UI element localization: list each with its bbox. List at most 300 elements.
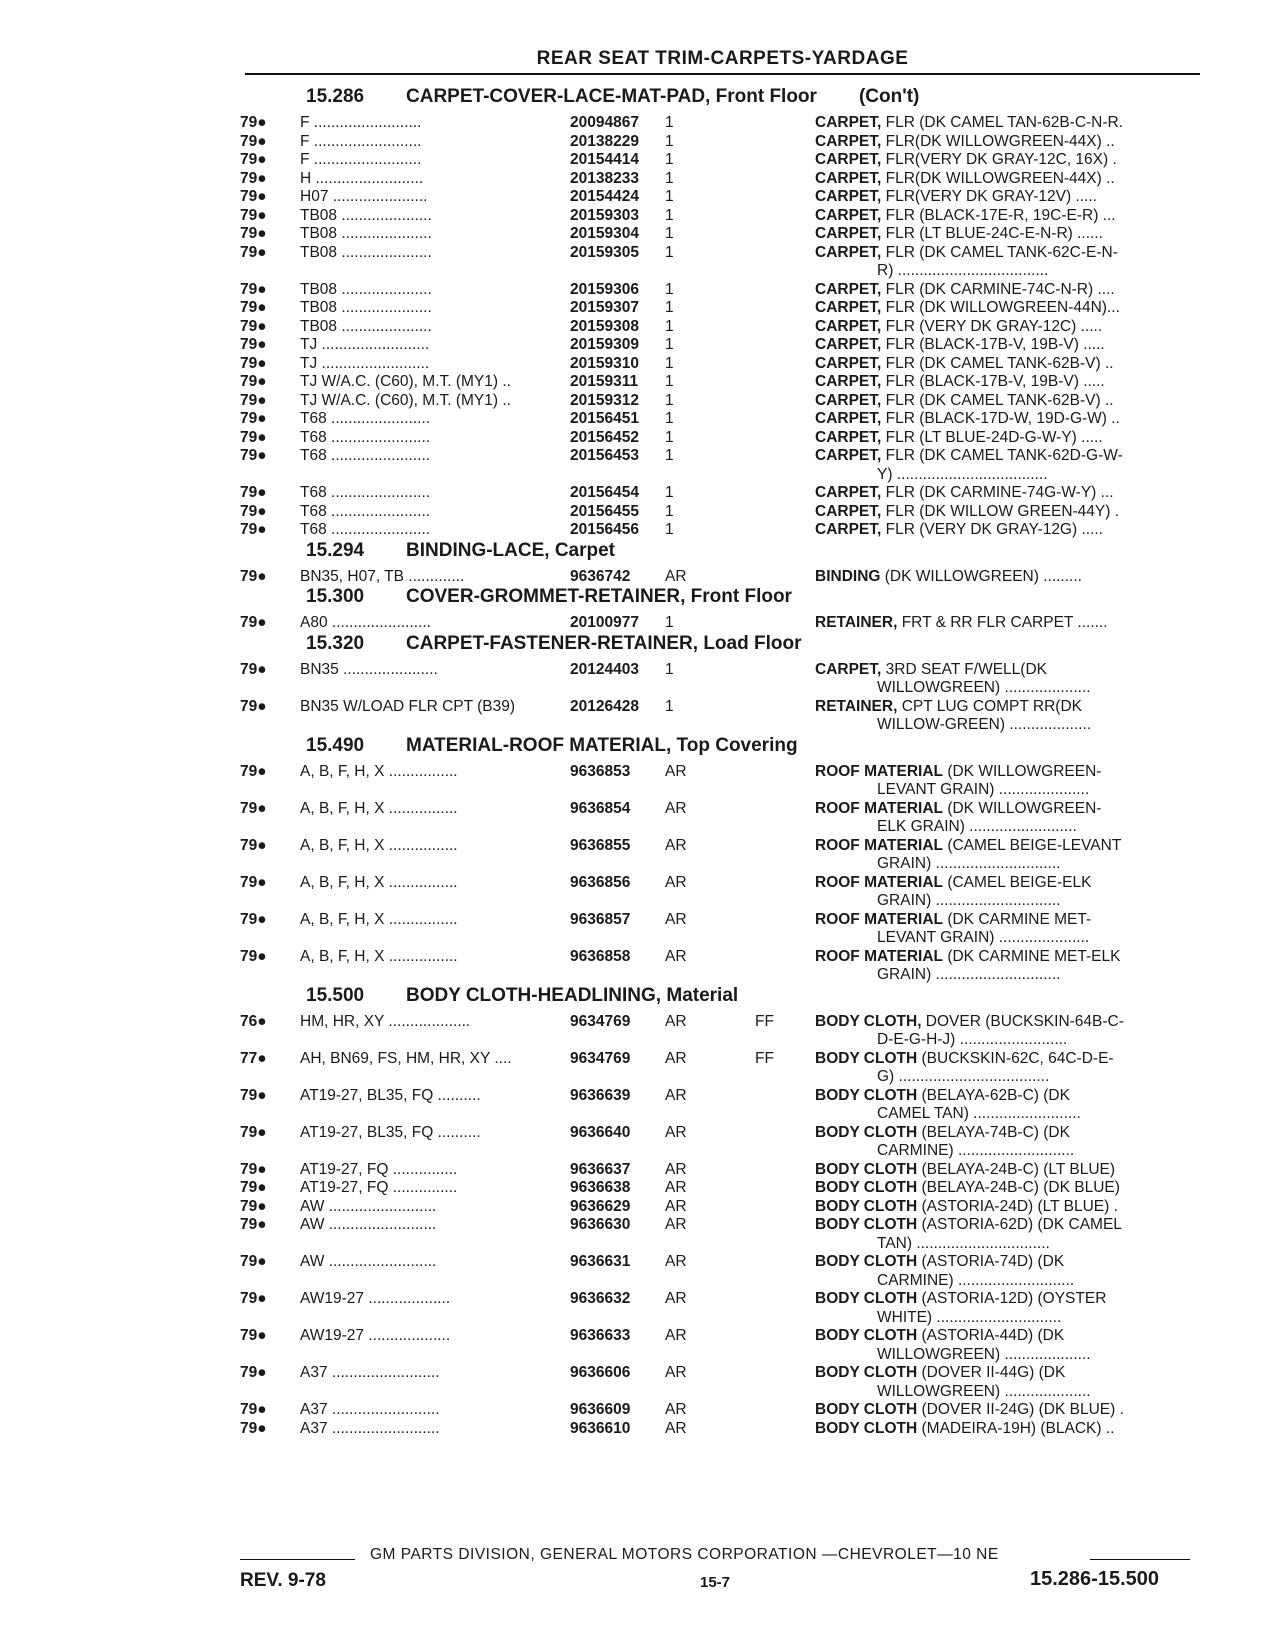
part-number: 20159309 <box>570 336 639 353</box>
model-code: A80 ....................... <box>300 614 431 631</box>
ff-flag <box>755 614 815 633</box>
table-row <box>0 503 1280 522</box>
table-row <box>0 1253 1280 1272</box>
description-text: FLR (DK CARMINE-74G-W-Y) ... <box>881 484 1114 501</box>
quantity: AR <box>665 1327 687 1344</box>
part-description <box>815 698 1185 717</box>
description-continuation: R) ................................... <box>877 262 1049 279</box>
part-description <box>815 614 1185 633</box>
model-code: TB08 ..................... <box>300 280 432 298</box>
table-row <box>0 614 1280 633</box>
model-code: AW ......................... <box>300 1197 437 1215</box>
part-description <box>815 1198 1185 1217</box>
part-number: 20159308 <box>570 317 639 335</box>
model-code: TB08 ..................... <box>300 206 432 224</box>
ff-flag <box>755 336 815 355</box>
ff-flag: FF <box>755 1049 774 1067</box>
ff-flag <box>755 447 815 466</box>
illustration-number: 79● <box>240 114 267 131</box>
illustration-number: 79● <box>240 762 267 780</box>
illustration-number: 79● <box>240 206 267 224</box>
part-description <box>815 1364 1185 1383</box>
quantity: 1 <box>665 428 674 446</box>
illustration-number: 79● <box>240 391 267 409</box>
illustration-number: 79● <box>240 1401 267 1418</box>
description-continuation: G) ................................... <box>877 1068 1050 1085</box>
description-keyword: BODY CLOTH <box>815 1160 918 1178</box>
part-number: 20156452 <box>570 428 639 446</box>
table-row <box>0 114 1280 133</box>
part-number: 20156451 <box>570 410 639 427</box>
description-text: (DK CARMINE MET- <box>943 910 1092 928</box>
illustration-number: 79● <box>240 660 267 678</box>
model-code: TJ ......................... <box>300 336 430 353</box>
part-description <box>815 133 1185 152</box>
quantity: 1 <box>665 521 674 538</box>
part-number: 9636606 <box>570 1364 631 1381</box>
part-description <box>815 1179 1185 1198</box>
description-keyword: ROOF MATERIAL <box>815 762 944 780</box>
description-keyword: CARPET, <box>815 151 882 168</box>
quantity: 1 <box>665 697 674 715</box>
section-title: CARPET-FASTENER-RETAINER, Load Floor <box>406 632 802 654</box>
ff-flag <box>755 1401 815 1420</box>
description-continuation: GRAIN) ............................. <box>877 892 1061 909</box>
part-description <box>815 429 1185 448</box>
model-code: A, B, F, H, X ................ <box>300 947 458 965</box>
description-text: FLR (VERY DK GRAY-12G) ..... <box>881 521 1103 538</box>
ff-flag <box>755 763 815 782</box>
part-description <box>815 410 1185 429</box>
description-text: (CAMEL BEIGE-LEVANT <box>943 836 1122 854</box>
model-code: BN35 ...................... <box>300 660 438 678</box>
row-spacer <box>0 1068 865 1087</box>
part-number: 20156454 <box>570 484 639 501</box>
quantity: 1 <box>665 614 674 631</box>
ff-flag <box>755 484 815 503</box>
quantity: AR <box>665 799 687 817</box>
description-text: FLR (DK CAMEL TANK-62B-V) .. <box>881 391 1114 409</box>
description-text: (ASTORIA-44D) (DK <box>917 1327 1065 1344</box>
section-heading <box>0 586 1280 614</box>
description-text: FLR (DK WILLOWGREEN-44N)... <box>881 299 1120 316</box>
table-row <box>0 1420 1280 1439</box>
quantity: 1 <box>665 317 674 335</box>
table-row <box>0 1327 1280 1346</box>
ff-flag <box>755 503 815 522</box>
ff-flag <box>755 410 815 429</box>
model-code: T68 ....................... <box>300 521 431 538</box>
model-code: H ......................... <box>300 169 424 187</box>
table-row-continuation <box>0 1068 1280 1087</box>
part-description <box>815 281 1185 300</box>
description-keyword: BODY CLOTH <box>815 1327 918 1344</box>
part-number: 9636637 <box>570 1160 631 1178</box>
part-number: 9636742 <box>570 567 631 585</box>
description-continuation: WILLOW-GREEN) ................... <box>877 716 1092 733</box>
part-number: 9636629 <box>570 1197 631 1215</box>
model-code: HM, HR, XY ................... <box>300 1012 471 1030</box>
description-text: (BELAYA-24B-C) (LT BLUE) <box>917 1160 1116 1178</box>
part-number: 9636640 <box>570 1123 631 1141</box>
section-title: CARPET-COVER-LACE-MAT-PAD, Front Floor <box>406 86 817 107</box>
section-heading <box>0 86 1280 114</box>
illustration-number: 79● <box>240 1216 267 1233</box>
table-row-continuation <box>0 892 1280 911</box>
model-code: TJ W/A.C. (C60), M.T. (MY1) .. <box>300 391 511 409</box>
part-number: 9636855 <box>570 836 631 854</box>
part-number: 9636638 <box>570 1179 631 1196</box>
table-row-continuation <box>0 855 1280 874</box>
model-code: A, B, F, H, X ................ <box>300 836 458 854</box>
description-text: FLR(DK WILLOWGREEN-44X) .. <box>881 132 1115 150</box>
row-spacer <box>0 781 865 800</box>
table-row <box>0 392 1280 411</box>
table-row-continuation <box>0 966 1280 985</box>
description-keyword: CARPET, <box>815 225 882 242</box>
row-spacer <box>0 1309 865 1328</box>
model-code: AW ......................... <box>300 1253 437 1270</box>
row-spacer <box>0 855 865 874</box>
description-keyword: BODY CLOTH <box>815 1197 918 1215</box>
part-number: 20159311 <box>570 373 639 390</box>
part-number: 9636858 <box>570 947 631 965</box>
part-description <box>815 874 1185 893</box>
part-description <box>815 170 1185 189</box>
part-description <box>815 1161 1185 1180</box>
row-spacer <box>0 929 865 948</box>
quantity: 1 <box>665 114 674 131</box>
part-description <box>815 800 1185 819</box>
part-description <box>815 318 1185 337</box>
table-row-continuation <box>0 1346 1280 1365</box>
part-number: 20126428 <box>570 697 639 715</box>
description-text: FLR (DK CAMEL TANK-62D-G-W- <box>881 447 1123 464</box>
ff-flag <box>755 244 815 263</box>
description-text: FLR (LT BLUE-24C-E-N-R) ...... <box>881 225 1103 242</box>
description-keyword: CARPET, <box>815 336 882 353</box>
part-number: 20159310 <box>570 354 639 372</box>
model-code: A, B, F, H, X ................ <box>300 910 458 928</box>
table-row <box>0 1198 1280 1217</box>
description-keyword: CARPET, <box>815 428 882 446</box>
quantity: 1 <box>665 151 674 168</box>
part-number: 20159303 <box>570 206 639 224</box>
part-description <box>815 1253 1185 1272</box>
quantity: 1 <box>665 354 674 372</box>
illustration-number: 79● <box>240 1327 267 1344</box>
table-row <box>0 410 1280 429</box>
part-number: 9636856 <box>570 873 631 891</box>
quantity: AR <box>665 1086 687 1104</box>
part-description <box>815 1420 1185 1439</box>
quantity: AR <box>665 1197 687 1215</box>
quantity: 1 <box>665 484 674 501</box>
table-row <box>0 299 1280 318</box>
table-row-continuation <box>0 1031 1280 1050</box>
quantity: AR <box>665 836 687 854</box>
part-description <box>815 948 1185 967</box>
section-title: BINDING-LACE, Carpet <box>406 539 616 561</box>
description-keyword: CARPET, <box>815 206 882 224</box>
table-row <box>0 1216 1280 1235</box>
model-code: AT19-27, FQ ............... <box>300 1160 458 1178</box>
illustration-number: 79● <box>240 910 267 928</box>
model-code: A37 ......................... <box>300 1364 440 1381</box>
illustration-number: 79● <box>240 354 267 372</box>
quantity: AR <box>665 1049 687 1067</box>
description-text: FLR (BLACK-17B-V, 19B-V) ..... <box>881 336 1105 353</box>
section-heading <box>0 735 1280 763</box>
quantity: 1 <box>665 502 674 520</box>
parts-list <box>0 86 1280 1438</box>
part-description <box>815 299 1185 318</box>
section-number: 15.490 <box>306 734 365 756</box>
table-row <box>0 1290 1280 1309</box>
part-description <box>815 1087 1185 1106</box>
table-row <box>0 373 1280 392</box>
description-continuation: CARMINE) ........................... <box>877 1271 1075 1289</box>
model-code: H07 ...................... <box>300 188 428 205</box>
table-row-continuation <box>0 929 1280 948</box>
part-number: 9636609 <box>570 1401 631 1418</box>
model-code: TB08 ..................... <box>300 243 432 261</box>
model-code: F ......................... <box>300 151 422 168</box>
section-range: 15.286-15.500 <box>1030 1568 1160 1590</box>
description-text: FLR (BLACK-17E-R, 19C-E-R) ... <box>881 206 1116 224</box>
description-keyword: CARPET, <box>815 317 882 335</box>
quantity: 1 <box>665 243 674 261</box>
quantity: 1 <box>665 410 674 427</box>
part-number: 20156456 <box>570 521 639 538</box>
ff-flag <box>755 661 815 680</box>
description-keyword: ROOF MATERIAL <box>815 947 944 965</box>
part-description <box>815 1327 1185 1346</box>
quantity: AR <box>665 1179 687 1196</box>
description-keyword: RETAINER, <box>815 614 898 631</box>
revision-label: REV. 9-78 <box>240 1570 326 1591</box>
illustration-number: 79● <box>240 132 267 150</box>
description-keyword: CARPET, <box>815 114 882 131</box>
model-code: AT19-27, BL35, FQ .......... <box>300 1086 481 1104</box>
model-code: AT19-27, BL35, FQ .......... <box>300 1123 481 1141</box>
quantity: 1 <box>665 373 674 390</box>
part-description <box>815 1290 1185 1309</box>
description-text: (DK WILLOWGREEN- <box>943 762 1102 780</box>
quantity: AR <box>665 1253 687 1270</box>
description-keyword: BODY CLOTH <box>815 1401 918 1418</box>
ff-flag <box>755 133 815 152</box>
table-row <box>0 447 1280 466</box>
description-keyword: CARPET, <box>815 521 882 538</box>
model-code: AW19-27 ................... <box>300 1327 451 1344</box>
section-number: 15.500 <box>306 984 365 1006</box>
row-spacer <box>0 892 865 911</box>
part-description <box>815 1050 1185 1069</box>
ff-flag <box>755 151 815 170</box>
illustration-number: 79● <box>240 1253 267 1270</box>
part-number: 9636639 <box>570 1086 631 1104</box>
table-row <box>0 133 1280 152</box>
ff-flag <box>755 948 815 967</box>
ff-flag <box>755 1161 815 1180</box>
ff-flag <box>755 429 815 448</box>
description-keyword: CARPET, <box>815 354 882 372</box>
illustration-number: 79● <box>240 799 267 817</box>
description-keyword: BINDING <box>815 567 881 585</box>
table-row <box>0 698 1280 717</box>
illustration-number: 79● <box>240 567 267 585</box>
table-row <box>0 661 1280 680</box>
description-keyword: BODY CLOTH <box>815 1253 918 1270</box>
ff-flag <box>755 318 815 337</box>
illustration-number: 79● <box>240 151 267 168</box>
part-number: 20100977 <box>570 614 639 631</box>
illustration-number: 79● <box>240 188 267 205</box>
illustration-number: 79● <box>240 1419 267 1437</box>
footer-publisher: GM PARTS DIVISION, GENERAL MOTORS CORPORATION —CHEVROLET—10 NE <box>370 1546 999 1563</box>
part-number: 20159304 <box>570 225 639 242</box>
description-text: FLR (LT BLUE-24D-G-W-Y) ..... <box>881 428 1103 446</box>
description-continuation: LEVANT GRAIN) ..................... <box>877 929 1090 946</box>
description-text: (DOVER II-44G) (DK <box>917 1364 1066 1381</box>
model-code: A, B, F, H, X ................ <box>300 799 458 817</box>
description-continuation: WILLOWGREEN) .................... <box>877 1382 1091 1400</box>
description-keyword: ROOF MATERIAL <box>815 836 944 854</box>
illustration-number: 79● <box>240 1197 267 1215</box>
description-continuation: D-E-G-H-J) ......................... <box>877 1031 1068 1048</box>
description-continuation: CAMEL TAN) ......................... <box>877 1105 1081 1122</box>
quantity: AR <box>665 1123 687 1141</box>
illustration-number: 79● <box>240 873 267 891</box>
description-continuation: TAN) ............................... <box>877 1234 1050 1252</box>
section-number: 15.286 <box>306 86 365 107</box>
quantity: AR <box>665 1216 687 1233</box>
table-row <box>0 1161 1280 1180</box>
description-keyword: BODY CLOTH <box>815 1049 918 1067</box>
part-description <box>815 1216 1185 1235</box>
description-keyword: CARPET, <box>815 188 882 205</box>
row-spacer <box>0 1235 865 1254</box>
row-spacer <box>0 966 865 985</box>
description-keyword: CARPET, <box>815 447 882 464</box>
description-keyword: CARPET, <box>815 373 882 390</box>
part-description <box>815 244 1185 263</box>
table-row <box>0 318 1280 337</box>
part-description <box>815 373 1185 392</box>
row-spacer <box>0 679 865 698</box>
table-row-continuation <box>0 818 1280 837</box>
ff-flag <box>755 1179 815 1198</box>
part-number: 20156455 <box>570 502 639 520</box>
illustration-number: 79● <box>240 1086 267 1104</box>
description-keyword: CARPET, <box>815 169 882 187</box>
ff-flag <box>755 281 815 300</box>
part-description <box>815 521 1185 540</box>
table-row <box>0 911 1280 930</box>
part-description <box>815 484 1185 503</box>
quantity: 1 <box>665 660 674 678</box>
quantity: AR <box>665 1290 687 1307</box>
ff-flag <box>755 568 815 587</box>
model-code: T68 ....................... <box>300 410 431 427</box>
illustration-number: 79● <box>240 410 267 427</box>
quantity: 1 <box>665 391 674 409</box>
illustration-number: 79● <box>240 336 267 353</box>
table-row <box>0 170 1280 189</box>
part-number: 9636631 <box>570 1253 631 1270</box>
illustration-number: 79● <box>240 373 267 390</box>
model-code: TJ ......................... <box>300 354 430 372</box>
description-text: FLR (DK CAMEL TAN-62B-C-N-R. <box>881 114 1124 131</box>
description-text: (CAMEL BEIGE-ELK <box>943 873 1092 891</box>
table-row-continuation <box>0 781 1280 800</box>
illustration-number: 79● <box>240 243 267 261</box>
illustration-number: 79● <box>240 225 267 242</box>
table-row <box>0 336 1280 355</box>
table-row-continuation <box>0 1272 1280 1291</box>
illustration-number: 79● <box>240 317 267 335</box>
quantity: AR <box>665 762 687 780</box>
table-row <box>0 568 1280 587</box>
row-spacer <box>0 716 865 735</box>
part-description <box>815 447 1185 466</box>
part-description <box>815 188 1185 207</box>
description-text: (BELAYA-74B-C) (DK <box>917 1123 1070 1141</box>
part-description <box>815 151 1185 170</box>
ff-flag <box>755 114 815 133</box>
ff-flag <box>755 1290 815 1309</box>
ff-flag <box>755 1198 815 1217</box>
model-code: TB08 ..................... <box>300 225 432 242</box>
ff-flag <box>755 521 815 540</box>
illustration-number: 79● <box>240 280 267 298</box>
model-code: A37 ......................... <box>300 1419 440 1437</box>
model-code: AW19-27 ................... <box>300 1290 451 1307</box>
ff-flag <box>755 225 815 244</box>
illustration-number: 79● <box>240 1290 267 1307</box>
illustration-number: 79● <box>240 1179 267 1196</box>
part-description <box>815 207 1185 226</box>
row-spacer <box>0 1031 865 1050</box>
description-text: FLR (DK CARMINE-74C-N-R) .... <box>881 280 1115 298</box>
description-keyword: RETAINER, <box>815 697 898 715</box>
part-description <box>815 355 1185 374</box>
table-row-continuation <box>0 1309 1280 1328</box>
section-number: 15.300 <box>306 586 365 607</box>
model-code: AH, BN69, FS, HM, HR, XY .... <box>300 1049 512 1067</box>
quantity: 1 <box>665 206 674 224</box>
illustration-number: 77● <box>240 1049 267 1067</box>
description-text: FLR (BLACK-17D-W, 19D-G-W) .. <box>881 410 1120 427</box>
quantity: AR <box>665 873 687 891</box>
part-number: 20159306 <box>570 280 639 298</box>
description-text: FLR (DK WILLOW GREEN-44Y) . <box>881 502 1120 520</box>
table-row <box>0 1179 1280 1198</box>
description-keyword: BODY CLOTH <box>815 1419 918 1437</box>
model-code: TB08 ..................... <box>300 299 432 316</box>
section-title: COVER-GROMMET-RETAINER, Front Floor <box>406 586 792 607</box>
footer-rule-left <box>240 1559 355 1560</box>
description-text: FLR (DK CAMEL TANK-62B-V) .. <box>881 354 1114 372</box>
ff-flag <box>755 1327 815 1346</box>
ff-flag <box>755 373 815 392</box>
model-code: F ......................... <box>300 132 422 150</box>
description-keyword: CARPET, <box>815 484 882 501</box>
part-number: 20138229 <box>570 132 639 150</box>
quantity: 1 <box>665 447 674 464</box>
description-continuation: WILLOWGREEN) .................... <box>877 1345 1091 1363</box>
